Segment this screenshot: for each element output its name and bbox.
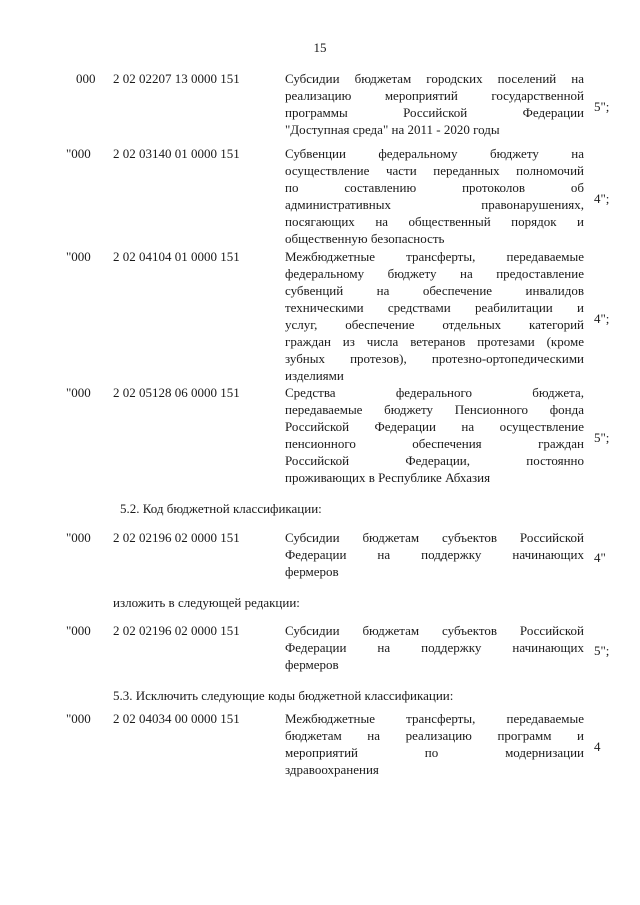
code-description bbox=[285, 710, 584, 778]
code-description bbox=[285, 70, 584, 138]
row-prefix: "000 bbox=[66, 385, 91, 400]
description-line: Межбюджетные трансферты, передаваемые bbox=[285, 249, 584, 264]
description-line: фермеров bbox=[285, 564, 339, 579]
description-line: Субсидии бюджетам городских поселений на bbox=[285, 71, 584, 86]
row-value: 4" bbox=[594, 550, 606, 565]
description-line: пенсионного обеспечения граждан bbox=[285, 436, 584, 451]
description-line: субвенций на обеспечение инвалидов bbox=[285, 283, 584, 298]
budget-code: 2 02 04104 01 0000 151 bbox=[113, 249, 240, 264]
budget-code: 2 02 05128 06 0000 151 bbox=[113, 385, 240, 400]
description-line: осуществление части переданных полномочий bbox=[285, 163, 584, 178]
description-line: фермеров bbox=[285, 657, 339, 672]
description-line: Субвенции федеральному бюджету на bbox=[285, 146, 584, 161]
description-line: передаваемые бюджету Пенсионного фонда bbox=[285, 402, 584, 417]
description-line: федеральному бюджету на предоставление bbox=[285, 266, 584, 281]
row-value: 4 bbox=[594, 739, 601, 754]
row-value: 5"; bbox=[594, 430, 610, 445]
description-line: изделиями bbox=[285, 368, 344, 383]
redaction-instruction: изложить в следующей редакции: bbox=[113, 595, 300, 610]
description-line: "Доступная среда" на 2011 - 2020 годы bbox=[285, 122, 500, 137]
row-prefix: "000 bbox=[66, 146, 91, 161]
section-5-3-heading: 5.3. Исключить следующие коды бюджетной классификации: bbox=[113, 688, 454, 703]
description-line: зубных протезов), протезно-ортопедическими bbox=[285, 351, 584, 366]
section-5-2-heading: 5.2. Код бюджетной классификации: bbox=[120, 501, 322, 516]
code-description bbox=[285, 622, 584, 673]
code-description bbox=[285, 384, 584, 486]
description-line: техническими средствами реабилитации и bbox=[285, 300, 584, 315]
budget-code: 2 02 03140 01 0000 151 bbox=[113, 146, 240, 161]
description-line: по составлению протоколов об bbox=[285, 180, 584, 195]
row-prefix: "000 bbox=[66, 249, 91, 264]
description-line: бюджетам на реализацию программ и bbox=[285, 728, 584, 743]
page-number: 15 bbox=[313, 40, 327, 55]
description-line: реализацию мероприятий государственной bbox=[285, 88, 584, 103]
row-value: 4"; bbox=[594, 191, 610, 206]
row-value: 5"; bbox=[594, 99, 610, 114]
budget-code: 2 02 02196 02 0000 151 bbox=[113, 530, 240, 545]
code-description bbox=[285, 529, 584, 580]
description-line: Субсидии бюджетам субъектов Российской bbox=[285, 530, 584, 545]
budget-code: 2 02 02196 02 0000 151 bbox=[113, 623, 240, 638]
description-line: общественную безопасность bbox=[285, 231, 445, 246]
row-value: 5"; bbox=[594, 643, 610, 658]
code-description bbox=[285, 248, 584, 384]
description-line: мероприятий по модернизации bbox=[285, 745, 584, 760]
budget-code: 2 02 04034 00 0000 151 bbox=[113, 711, 240, 726]
description-line: программы Российской Федерации bbox=[285, 105, 584, 120]
description-line: Федерации на поддержку начинающих bbox=[285, 640, 584, 655]
description-line: административных правонарушениях, bbox=[285, 197, 584, 212]
description-line: посягающих на общественный порядок и bbox=[285, 214, 584, 229]
description-line: проживающих в Республике Абхазия bbox=[285, 470, 491, 485]
description-line: здравоохранения bbox=[285, 762, 379, 777]
row-value: 4"; bbox=[594, 311, 610, 326]
row-prefix: 000 bbox=[76, 71, 96, 86]
description-line: Субсидии бюджетам субъектов Российской bbox=[285, 623, 584, 638]
description-line: услуг, обеспечение отдельных категорий bbox=[285, 317, 584, 332]
description-line: Федерации на поддержку начинающих bbox=[285, 547, 584, 562]
description-line: Российской Федерации, постоянно bbox=[285, 453, 584, 468]
description-line: Российской Федерации на осуществление bbox=[285, 419, 584, 434]
description-line: Средства федерального бюджета, bbox=[285, 385, 584, 400]
budget-code: 2 02 02207 13 0000 151 bbox=[113, 71, 240, 86]
code-description bbox=[285, 145, 584, 247]
description-line: Межбюджетные трансферты, передаваемые bbox=[285, 711, 584, 726]
description-line: граждан из числа ветеранов протезами (кроме bbox=[285, 334, 584, 349]
row-prefix: "000 bbox=[66, 711, 91, 726]
row-prefix: "000 bbox=[66, 530, 91, 545]
row-prefix: "000 bbox=[66, 623, 91, 638]
